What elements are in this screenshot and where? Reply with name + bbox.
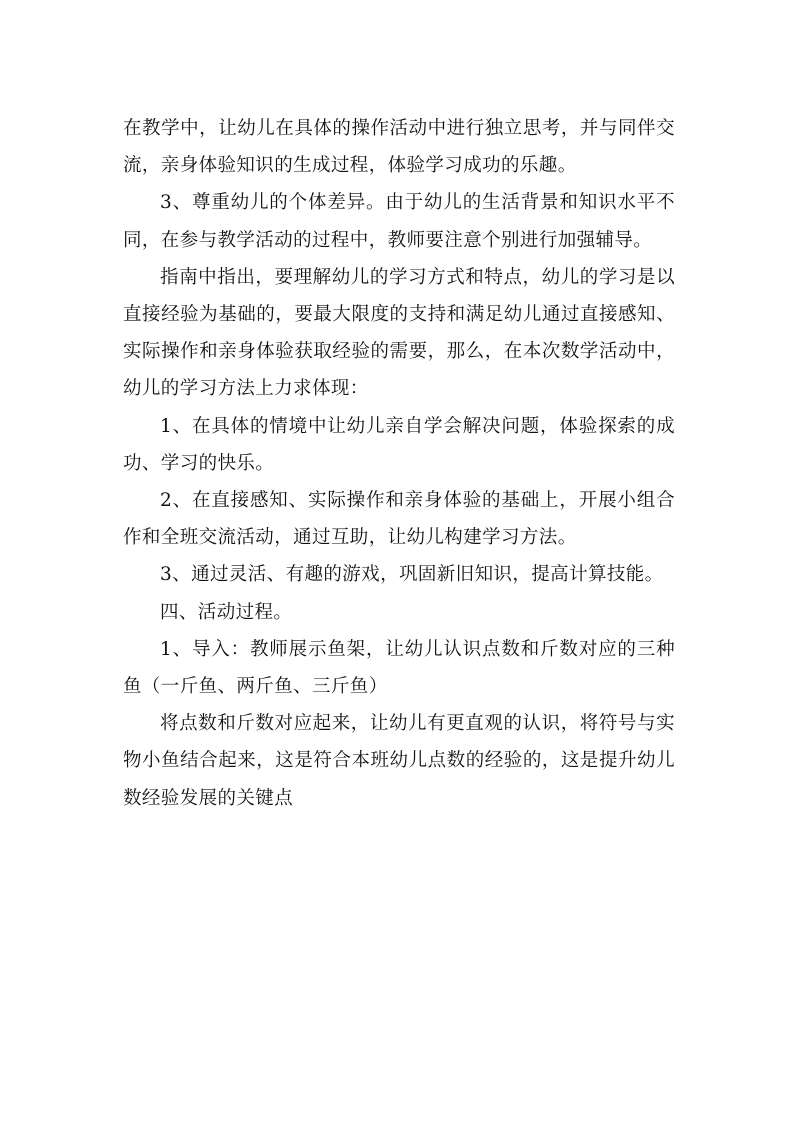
paragraph-method-1: 1、在具体的情境中让幼儿亲自学会解决问题，体验探索的成功、学习的快乐。: [123, 415, 675, 474]
paragraph-method-2: 2、在直接感知、实际操作和亲身体验的基础上，开展小组合作和全班交流活动，通过互助，让幼儿构建学习方法。: [123, 490, 675, 549]
paragraph-guide-learning: 指南中指出，要理解幼儿的学习方式和特点，幼儿的学习是以直接经验为基础的，要最大限度的支持和满足幼儿通过直接感知、实际操作和亲身体验获取经验的需要，那么，在本次数学活动中，幼儿的学习方法上力求体现：: [123, 266, 675, 400]
paragraph-continuation: 在教学中，让幼儿在具体的操作活动中进行独立思考，并与同伴交流，亲身体验知识的生成过程，体验学习成功的乐趣。: [123, 118, 675, 177]
paragraph-intro-step: 1、导入：教师展示鱼架，让幼儿认识点数和斤数对应的三种鱼（一斤鱼、两斤鱼、三斤鱼）: [123, 638, 675, 698]
section-heading-activity-process: 四、活动过程。: [160, 601, 293, 623]
paragraph-method-3: 3、通过灵活、有趣的游戏，巩固新旧知识，提高计算技能。: [160, 564, 664, 586]
paragraph-respect-differences: 3、尊重幼儿的个体差异。由于幼儿的生活背景和知识水平不同，在参与教学活动的过程中，教师要注意个别进行加强辅导。: [123, 192, 675, 251]
paragraph-key-point: 将点数和斤数对应起来，让幼儿有更直观的认识，将符号与实物小鱼结合起来，这是符合本班幼儿点数的经验的，这是提升幼儿数经验发展的关键点: [123, 713, 675, 809]
document-body: [123, 110, 675, 817]
